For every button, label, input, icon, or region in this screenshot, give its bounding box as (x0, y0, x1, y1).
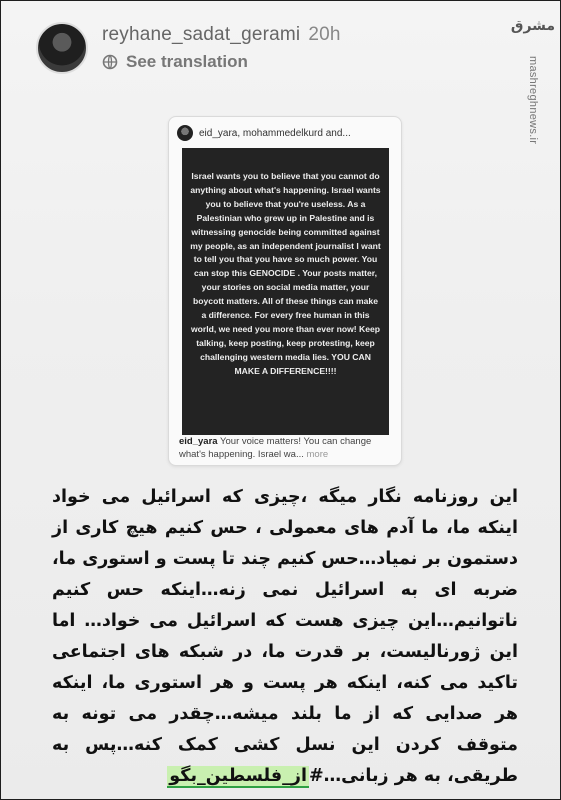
story-header (36, 22, 501, 78)
shared-post-card[interactable] (168, 116, 402, 466)
watermark-url: mashreghnews.ir (527, 56, 539, 145)
watermark-logo: مشرق (510, 18, 556, 34)
watermark (509, 6, 556, 236)
timestamp: 20h (308, 24, 341, 45)
more-link[interactable]: more (306, 449, 329, 460)
caption-text: Your voice matters! You can change what's happening. Israel wa... (179, 436, 372, 460)
shared-post-avatar (177, 125, 193, 141)
quote-image (182, 148, 389, 435)
hashtag-symbol: # (308, 766, 324, 786)
story-body-text: این روزنامه نگار میگه ،چیزی که اسرائیل می خواد اینکه ما، ما آدم های معمولی ، حس کنیم هیچ کاری از دستمون بر نمیاد…حس کنیم چند تا پست و استوری ما، ضربه ای به اسرائیل نمی زنه…اینکه حس کنیم ناتوانیم…این چیزی هست که اسرائیل می خواد… اما این ژورنالیست، بر قدرت ما، در شبکه های اجتماعی تاکید می کنه، اینکه هر پست و هر استوری ما، اینکه هر صدایی که از ما بلند میشه…چقدر می تونه به متوقف کردن این نسل کشی کمک کنه…پس به طریقی، به هر زبانی… (52, 487, 518, 786)
see-translation-button[interactable] (102, 52, 248, 72)
shared-post-authors[interactable]: eid_yara, mohammedelkurd and... (199, 127, 351, 139)
username-row[interactable] (102, 24, 341, 46)
story-text (52, 482, 518, 792)
hashtag-link[interactable]: از_فلسطین_بگو (169, 766, 307, 786)
translate-icon (102, 54, 118, 70)
caption-username[interactable]: eid_yara (179, 436, 218, 447)
see-translation-label: See translation (126, 52, 248, 71)
shared-post-caption (179, 435, 393, 461)
shared-post-header (177, 123, 395, 143)
username[interactable]: reyhane_sadat_gerami (102, 24, 301, 45)
quote-text: Israel wants you to believe that you cannot do anything about what's happening. Israel wants you to believe that you're useless. As a Palestinian who grew up in Palestine and is witnessing genocide being committed against my people, as an independent journalist I want to tell you that you have so much power. You can stop this GENOCIDE . Your posts matter, your stories on social media matter, your boycott matters. All of these things can make a difference. For every free human in this world, we need you more than ever now! Keep talking, keep posting, keep protesting, keep challenging western media lies. YOU CAN MAKE A DIFFERENCE!!!! (190, 171, 381, 376)
avatar[interactable] (36, 22, 88, 74)
